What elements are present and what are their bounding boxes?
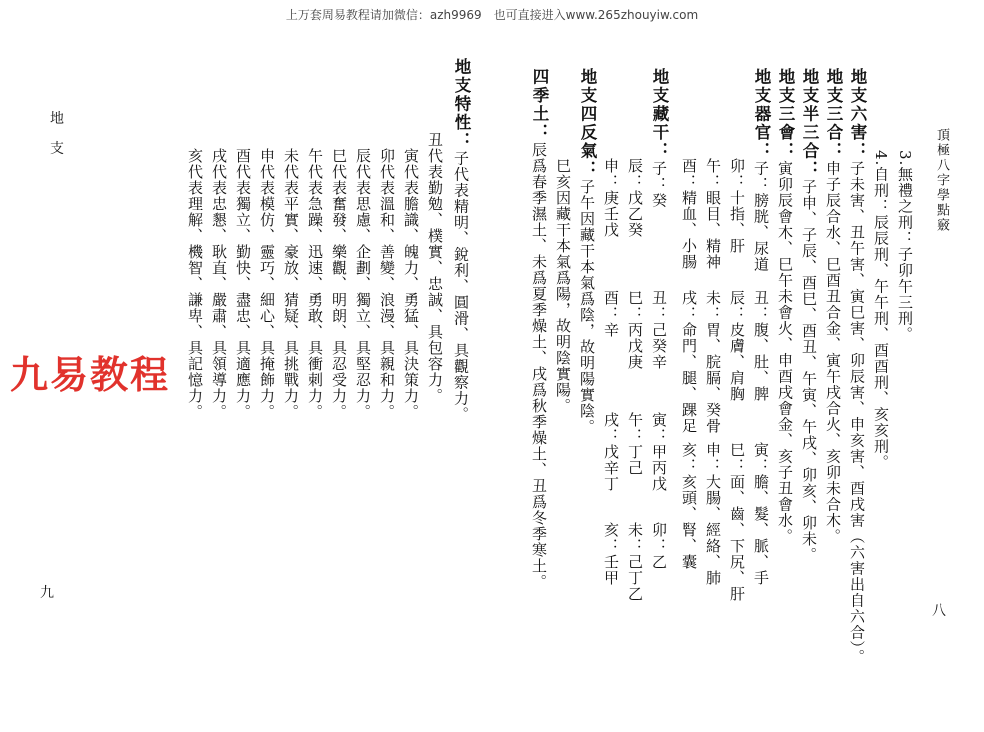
section-heading: 地支六害： — [848, 68, 867, 161]
side-title-char: 地 — [50, 111, 64, 127]
organs-entry: 子：膀胱、尿道 — [752, 160, 770, 273]
section-text: 子申、子辰、酉巳、酉丑、午寅、午戌、卯亥、卯未。 — [800, 179, 818, 563]
trait-line: 巳代表奮發、樂觀、明朗、具忍受力。 — [330, 148, 348, 420]
trait-line: 丑代表勤勉、樸實、忠誠、具包容力。 — [426, 132, 444, 404]
trait-line: 辰代表思慮、企劃、獨立、具堅忍力。 — [354, 148, 372, 420]
stems-entry: 寅：甲丙戊 — [650, 412, 668, 492]
stems-entry: 申：庚壬戊 — [602, 158, 620, 238]
organs-entry: 午：眼目、精神 — [704, 158, 722, 270]
trait-line: 寅代表膽識、魄力、勇猛、具決策力。 — [402, 148, 420, 420]
section-heading: 四季土： — [530, 68, 549, 142]
page-number-right: 八 — [932, 603, 946, 619]
trait-line: 戌代表忠懇、耿直、嚴肅、具領導力。 — [210, 148, 228, 420]
stems-entry: 子：癸 — [650, 160, 668, 209]
section-four-reverse-qi — [578, 68, 596, 435]
organs-entry: 辰：皮膚、肩胸 — [728, 290, 746, 402]
trait-line: 卯代表溫和、善變、浪漫、具親和力。 — [378, 148, 396, 420]
organs-entry: 未：胃、脘膈、癸骨 — [704, 290, 722, 434]
organs-entry: 申：大腸、經絡、肺 — [704, 442, 722, 586]
trait-line: 未代表平實、豪放、猜疑、具挑戰力。 — [282, 148, 300, 420]
stems-entry: 戌：戊辛丁 — [602, 412, 620, 492]
top-banner: 上万套周易教程请加微信：azh9969 也可直接进入www.265zhouyiw.com — [285, 8, 699, 22]
organs-entry: 酉：精血、小腸 — [680, 158, 698, 270]
section-three-meetings — [776, 68, 794, 545]
stems-entry: 巳：丙戊庚 — [626, 290, 644, 370]
trait-line: 申代表模仿、靈巧、細心、具掩飾力。 — [258, 148, 276, 420]
side-title-char: 支 — [50, 141, 64, 157]
organs-entry: 卯：十指、肝 — [728, 158, 746, 254]
section-text: 申子辰合水、巳酉丑合金、寅午戌合火、亥卯未合木。 — [824, 160, 842, 545]
trait-line: 午代表急躁、迅速、勇敢、具衝刺力。 — [306, 148, 324, 420]
section-text: 子未害、丑午害、寅巳害、卯辰害、申亥害、酉戌害（六害出自六合）。 — [848, 160, 866, 665]
branch-traits-heading — [452, 58, 470, 423]
section-heading: 地支特性： — [452, 58, 471, 151]
section-heading: 地支三會： — [776, 68, 795, 161]
gutter — [491, 40, 492, 700]
trait-line: 亥代表理解、機智、謙卑、具記憶力。 — [186, 148, 204, 420]
stems-entry: 亥：壬甲 — [602, 522, 620, 586]
organs-entry: 巳：面、齒、下尻、肝 — [728, 442, 746, 602]
section-heading: 地支半三合： — [800, 68, 819, 179]
section-text: 辰爲春季濕土、未爲夏季燥土、戌爲秋季燥土、丑爲冬季寒土。 — [530, 142, 548, 590]
stems-entry: 辰：戊乙癸 — [626, 158, 644, 238]
stems-entry: 卯：乙 — [650, 522, 668, 570]
rule-line-1: 3.無禮之刑：子卯午三刑。 — [896, 150, 914, 343]
section-heading: 地支四反氣： — [578, 68, 597, 179]
stems-entry: 未：己丁乙 — [626, 522, 644, 602]
section-text: 子午因藏干本氣爲陰，故明陽實陰。 — [578, 179, 596, 435]
section-half-combos — [800, 68, 818, 563]
section-hidden-stems-heading: 地支藏干：子：癸 — [650, 68, 669, 209]
section-text: 子代表精明、銳利、圓滑、具觀察力。 — [452, 150, 470, 423]
organs-entry: 戌：命門、腿、踝足 — [680, 290, 698, 434]
rule-line-2: 4.自刑：辰辰刑、午午刑、酉酉刑、亥亥刑。 — [872, 150, 890, 471]
section-organs-heading: 地支器官：子：膀胱、尿道 — [752, 68, 771, 273]
section-heading: 地支三合： — [824, 68, 843, 161]
page-number-left: 九 — [40, 585, 54, 601]
stems-entry: 丑：己癸辛 — [650, 290, 668, 370]
section-four-season-earth — [530, 68, 548, 590]
reverse-qi-line-2: 巳亥因藏干本氣爲陽，故明陰實陽。 — [554, 158, 572, 414]
section-text: 寅卯辰會木、巳午未會火、申酉戌會金、亥子丑會水。 — [776, 160, 794, 545]
stems-entry: 酉：辛 — [602, 290, 620, 338]
section-six-harms — [848, 68, 866, 665]
stems-entry: 午：丁己 — [626, 412, 644, 476]
watermark-logo: 九易教程 — [10, 353, 171, 397]
book-title: 頂極八字學點竅 — [934, 128, 949, 233]
organs-entry: 寅：膽、髮、脈、手 — [752, 442, 770, 586]
organs-entry: 丑：腹、肚、脾 — [752, 290, 770, 402]
section-three-combos — [824, 68, 842, 545]
trait-line: 酉代表獨立、勤快、盡忠、具適應力。 — [234, 148, 252, 420]
organs-entry: 亥：亥頭、腎、囊 — [680, 442, 698, 570]
